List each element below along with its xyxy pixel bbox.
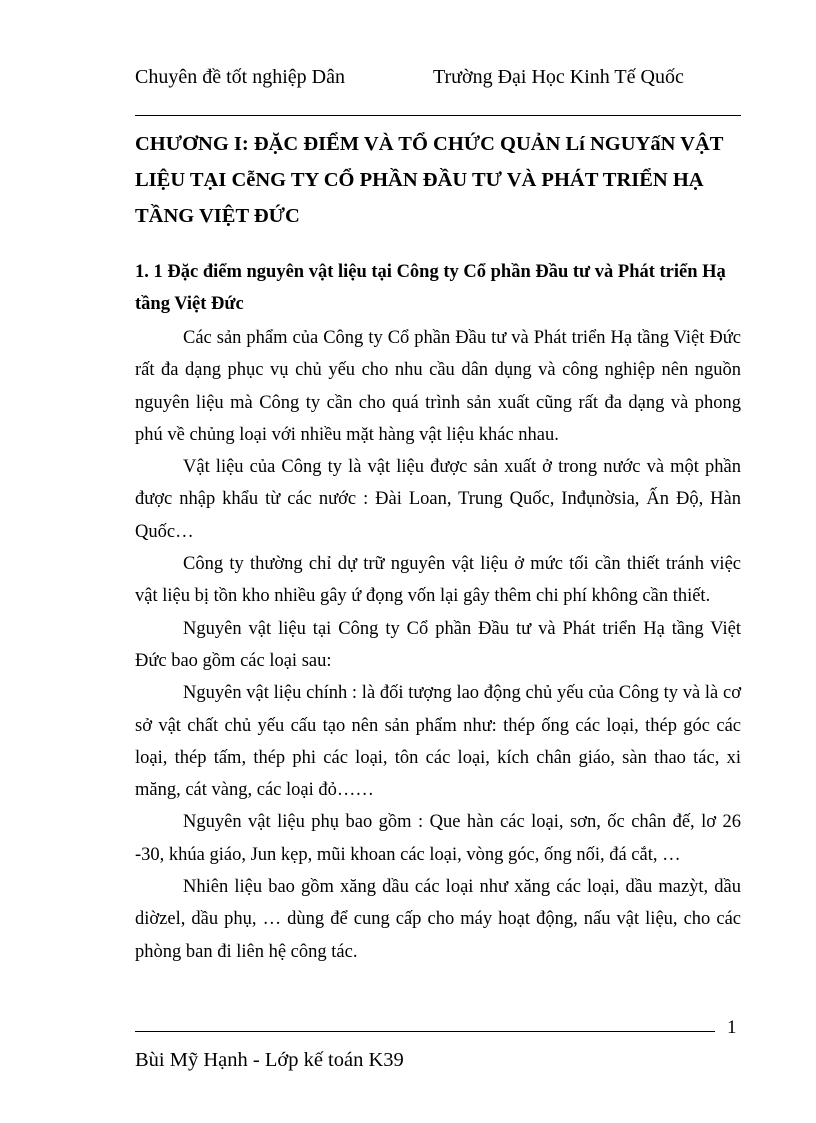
body-text xyxy=(135,322,741,968)
paragraph: Nhiên liệu bao gồm xăng dầu các loại như xăng các loại, dầu mazỳt, dầu diờzel, dầu phụ, … dùng để cung cấp cho máy hoạt động, nấu vật liệu, cho các phòng ban đi liên hệ công tác. xyxy=(135,877,741,962)
paragraph: Các sản phẩm của Công ty Cổ phần Đầu tư và Phát triển Hạ tầng Việt Đức rất đa dạng phục vụ chủ yếu cho nhu cầu dân dụng và công nghiệp nên nguồn nguyên liệu mà Công ty cần cho quá trình sản xuất cũng rất đa dạng và phong phú về chủng loại với nhiều mặt hàng vật liệu khác nhau. xyxy=(135,328,741,445)
chapter-title: CHƯƠNG I: ĐẶC ĐIỂM VÀ TỔ CHỨC QUẢN Lí NGUYấN VẬT LIỆU TẠI CễNG TY CỔ PHẦN ĐẦU TƯ VÀ PHÁT TRIỂN HẠ TẦNG VIỆT ĐỨC xyxy=(135,133,724,227)
paragraph: Nguyên vật liệu phụ bao gồm : Que hàn các loại, sơn, ốc chân đế, lơ 26 -30, khúa giáo, Jun kẹp, mũi khoan các loại, vòng góc, ống nối, đá cắt, … xyxy=(135,812,741,865)
header-divider xyxy=(135,115,741,116)
header-left-text: Chuyên đề tốt nghiệp Dân xyxy=(135,66,345,88)
footer-divider xyxy=(135,1031,715,1032)
paragraph: Vật liệu của Công ty là vật liệu được sản xuất ở trong nước và một phần được nhập khẩu từ các nước : Đài Loan, Trung Quốc, Inđụnờsia, Ấn Độ, Hàn Quốc… xyxy=(135,457,741,542)
paragraph: Nguyên vật liệu tại Công ty Cổ phần Đầu tư và Phát triển Hạ tầng Việt Đức bao gồm các loại sau: xyxy=(135,618,741,671)
page-number: 1 xyxy=(727,1017,737,1038)
section-title: 1. 1 Đặc điểm nguyên vật liệu tại Công ty Cổ phần Đầu tư và Phát triển Hạ tầng Việt Đức xyxy=(135,262,726,314)
paragraph: Công ty thường chỉ dự trữ nguyên vật liệu ở mức tối cần thiết tránh việc vật liệu bị tồn kho nhiều gây ứ đọng vốn lại gây thêm chi phí không cần thiết. xyxy=(135,554,741,607)
page-footer: Bùi Mỹ Hạnh - Lớp kế toán K39 xyxy=(135,1049,404,1071)
header-right-text: Trường Đại Học Kinh Tế Quốc xyxy=(433,66,684,88)
paragraph: Nguyên vật liệu chính : là đối tượng lao động chủ yếu của Công ty và là cơ sở vật chất chủ yếu cấu tạo nên sản phẩm như: thép ống các loại, thép góc các loại, thép tấm, thép phi các loại, tôn các loại, kích chân giáo, sàn thao tác, xi măng, cát vàng, các loại đỏ…… xyxy=(135,683,741,801)
page-header xyxy=(135,62,741,114)
